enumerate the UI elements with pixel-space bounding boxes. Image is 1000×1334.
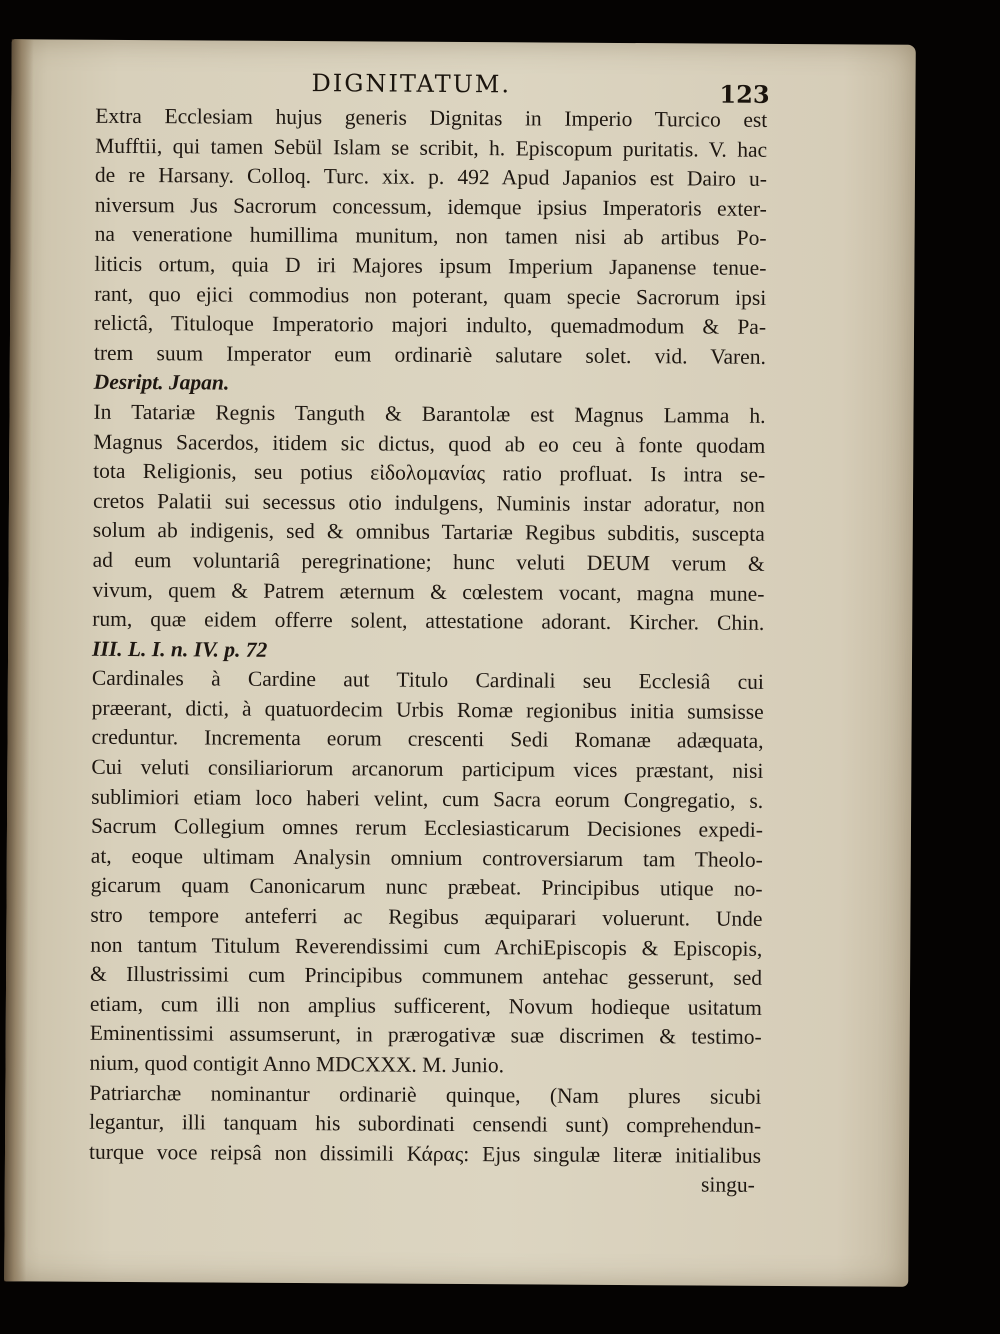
running-head: DIGNITATUM. (311, 69, 512, 99)
text-line: de re Harsany. Colloq. Turc. xix. p. 492 Apud Japanios est Dairo u- (94, 162, 768, 192)
text-line: na veneratione humillima munitum, non tamen nisi ab artibus Po- (94, 222, 767, 251)
binding-shadow (4, 39, 34, 1281)
book-page (4, 39, 916, 1286)
text-line: Cardinales à Cardine aut Titulo Cardinali seu Ecclesiâ cui (91, 666, 764, 695)
text-line: tota Religionis, seu potius εἰδολομανίας ratio profluat. Is intra se- (93, 458, 766, 487)
text-line: turque voce reipsâ non dissimili Κάρας: Ejus singulæ literæ initialibus (88, 1139, 762, 1168)
text-line: rum, quæ eidem offerre solent, attestatione adorant. Kircher. Chin. (92, 606, 765, 635)
paragraph-cardinales (47, 664, 764, 1083)
text-line: Sacrum Collegium omnes rerum Ecclesiasticarum Decisiones expedi- (90, 813, 764, 843)
text-line: cretos Palatii sui secessus otio indulgens, Numinis instar adoratur, non (92, 488, 766, 517)
text-line: Patriarchæ nominantur ordinariè quinque, (Nam plures sicubi (89, 1080, 762, 1109)
text-line: rant, quo ejici commodius non poterant, quam specie Sacrorum ipsi (94, 281, 767, 310)
paragraph-patriarchae (47, 1078, 762, 1171)
text-line: ad eum voluntariâ peregrinatione; hunc veluti DEUM verum & (92, 547, 765, 576)
text-line: solum ab indigenis, sed & omnibus Tartariæ Regibus subditis, suscepta (92, 518, 765, 547)
text-line: præerant, dicti, à quatuordecim Urbis Romæ regionibus initia sumsisse (91, 695, 764, 724)
text-line: non tantum Titulum Reverendissimi cum ArchiEpiscopis & Episcopis, (90, 932, 763, 961)
text-line: Extra Ecclesiam hujus generis Dignitas in Imperio Turcico est (95, 103, 768, 132)
paragraph-tataria (50, 397, 766, 668)
text-line: nium, quod contigit Anno MDCXXX. M. Junio. (89, 1050, 505, 1078)
text-line: legantur, illi tanquam his subordinati censendi sunt) comprehendun- (89, 1109, 762, 1139)
text-line: Cui veluti consiliariorum arcanorum participum vices præstant, nisi (91, 754, 764, 783)
text-line: relictâ, Tituloque Imperatorio majori indulto, quemadmodum & Pa- (93, 310, 767, 340)
text-line: sublimiori etiam loco haberi velint, cum Sacra eorum Congregatio, s. (91, 784, 764, 813)
text-line: niversum Jus Sacrorum concessum, idemque ipsius Imperatoris exter- (94, 192, 767, 221)
text-line: & Illustrissimi cum Principibus communem antehac gesserunt, sed (90, 961, 763, 991)
text-line: Desript. Japan. (93, 370, 230, 395)
text-line: at, eoque ultimam Analysin omnium controversiarum tam Theolo- (90, 843, 763, 872)
text-line: vivum, quem & Patrem æternum & cœlestem vocant, magna mune- (92, 577, 765, 606)
text-line: liticis ortum, quia D iri Majores ipsum Imperium Japanense tenue- (94, 251, 767, 280)
paragraph-turcico-japan (52, 102, 768, 402)
text-line: etiam, cum illi non amplius sufficerent, Novum hodieque usitatum (89, 991, 762, 1020)
body-text (47, 102, 768, 1201)
text-line: stro tempore anteferri ac Regibus æquiparari voluerunt. Unde (90, 902, 763, 931)
text-line: In Tatariæ Regnis Tanguth & Barantolæ est Magnus Lamma h. (93, 399, 766, 428)
text-line: III. L. I. n. IV. p. 72 (92, 636, 268, 662)
text-line: Mufftii, qui tamen Sebül Islam se scribit, h. Episcopum puritatis. V. hac (95, 133, 768, 162)
text-line: trem suum Imperator eum ordinariè salutare solet. vid. Varen. (93, 340, 766, 369)
text-line: creduntur. Incrementa eorum crescenti Sedi Romanæ adæquata, (91, 725, 764, 754)
catchword: singu- (700, 1172, 755, 1198)
text-line: Magnus Sacerdos, itidem sic dictus, quod ab eo ceu à fonte quodam (93, 429, 766, 458)
text-line: Eminentissimi assumserunt, in prærogativæ suæ discrimen & testimo- (89, 1021, 762, 1050)
page-number: 123 (719, 79, 770, 109)
text-line: gicarum quam Canonicarum nunc præbeat. Principibus utique no- (90, 873, 763, 902)
